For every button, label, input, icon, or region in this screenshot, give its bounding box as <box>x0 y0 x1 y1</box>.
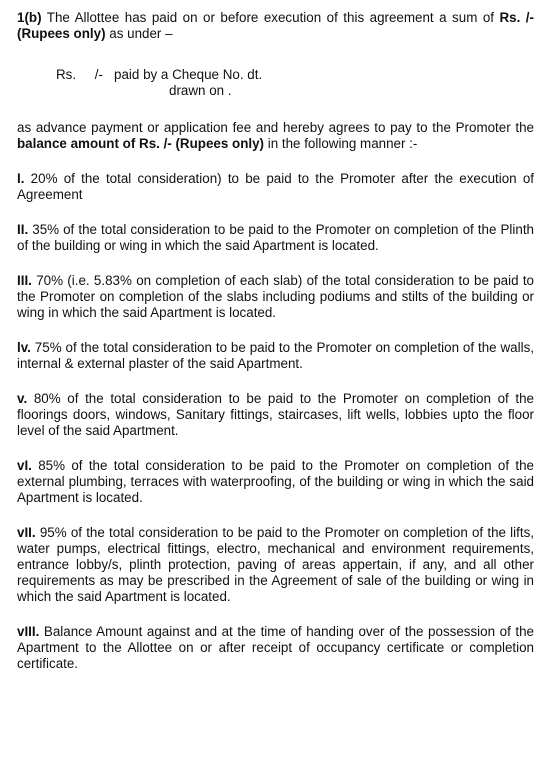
installment-item-7 <box>17 525 534 605</box>
item-number: vII. <box>17 525 36 540</box>
item-text: 70% (i.e. 5.83% on completion of each slab) of the total consideration to be paid to the Promoter on completion of the slabs including podiums and stilts of the building or wing in which the said Apartment is located. <box>17 273 534 320</box>
intro-amount: Rs. /- (Rupees only) <box>17 10 534 41</box>
installment-item-6 <box>17 458 534 506</box>
item-number: I. <box>17 171 25 186</box>
item-text: 80% of the total consideration to be paid to the Promoter on completion of the floorings doors, windows, Sanitary fittings, staircases, lift wells, lobbies upto the floor level of the said Apartment. <box>17 391 534 438</box>
item-number: vIII. <box>17 624 40 639</box>
item-text: 75% of the total consideration to be paid to the Promoter on completion of the walls, internal & external plaster of the said Apartment. <box>17 340 534 371</box>
payment-line-2: drawn on . <box>169 83 232 98</box>
intro-text-a: The Allottee has paid on or before execution of this agreement a sum of <box>41 10 500 25</box>
item-number: III. <box>17 273 32 288</box>
item-number: lv. <box>17 340 31 355</box>
advance-paragraph <box>17 120 534 152</box>
installment-item-8 <box>17 624 534 672</box>
item-text: Balance Amount against and at the time of handing over of the possession of the Apartment to the Allottee on or after receipt of occupancy certificate or completion certificate. <box>17 624 534 671</box>
balance-amount: balance amount of Rs. /- (Rupees only) <box>17 136 265 151</box>
item-text: 20% of the total consideration) to be paid to the Promoter after the execution of Agreement <box>17 171 534 202</box>
item-number: v. <box>17 391 28 406</box>
item-number: II. <box>17 222 29 237</box>
installment-item-3 <box>17 273 534 321</box>
intro-text-b: as under – <box>105 26 173 41</box>
clause-number: 1(b) <box>17 10 42 25</box>
installment-item-2 <box>17 222 534 254</box>
item-text: 35% of the total consideration to be paid to the Promoter on completion of the Plinth of the building or wing in which the said Apartment is located. <box>17 222 534 253</box>
advance-text-b: in the following manner :- <box>264 136 418 151</box>
installment-item-1 <box>17 171 534 203</box>
item-text: 85% of the total consideration to be paid to the Promoter on completion of the external plumbing, terraces with waterproofing, of the building or wing in which the said Apartment is located. <box>17 458 534 505</box>
installment-item-4 <box>17 340 534 372</box>
installment-item-5 <box>17 391 534 439</box>
payment-details <box>17 67 534 103</box>
item-number: vI. <box>17 458 32 473</box>
clause-intro <box>17 10 534 42</box>
payment-line-1: Rs. /- paid by a Cheque No. dt. <box>56 67 263 82</box>
advance-text-a: as advance payment or application fee and hereby agrees to pay to the Promoter the <box>17 120 534 135</box>
item-text: 95% of the total consideration to be paid to the Promoter on completion of the lifts, water pumps, electrical fittings, electro, mechanical and environment requirements, entrance lobby/s, plinth protection, paving of areas appertain, if any, and all other requirements as may be prescribed in the Agreement of sale of the building or wing in which the said Apartment is located. <box>17 525 534 604</box>
document-page <box>17 10 534 672</box>
